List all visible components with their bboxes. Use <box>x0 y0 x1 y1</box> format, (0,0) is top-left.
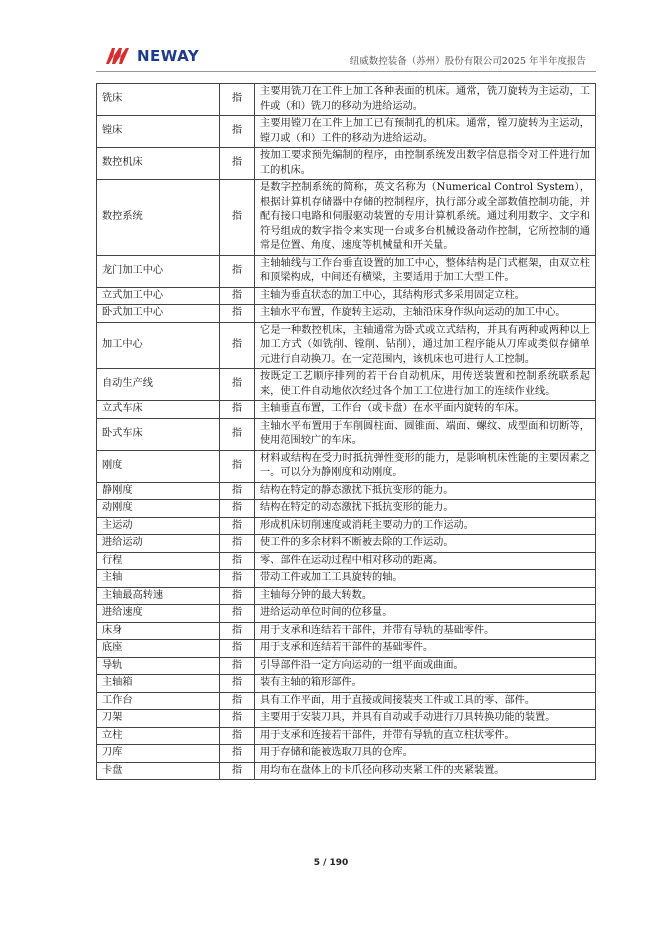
ref-cell: 指 <box>220 255 255 287</box>
table-row <box>97 675 596 693</box>
header-divider <box>96 71 596 72</box>
ref-cell: 指 <box>220 84 255 116</box>
term-cell: 进给速度 <box>97 605 220 623</box>
definition-cell: 主轴水平布置用于车削圆柱面、圆锥面、端面、螺纹、成型面和切断等，使用范围较广的车床。 <box>255 418 596 450</box>
term-cell: 卧式加工中心 <box>97 305 220 323</box>
table-row <box>97 605 596 623</box>
term-cell: 静刚度 <box>97 482 220 500</box>
ref-cell: 指 <box>220 587 255 605</box>
table-row <box>97 450 596 482</box>
term-cell: 卧式车床 <box>97 418 220 450</box>
table-row <box>97 727 596 745</box>
table-row <box>97 535 596 553</box>
table-row <box>97 517 596 535</box>
definition-cell: 用于存储和能被选取刀具的仓库。 <box>255 745 596 763</box>
ref-cell: 指 <box>220 657 255 675</box>
ref-cell: 指 <box>220 517 255 535</box>
term-cell: 动刚度 <box>97 500 220 518</box>
definition-cell: 装有主轴的箱形部件。 <box>255 675 596 693</box>
definition-cell: 主要用于安装刀具，并具有自动或手动进行刀具转换功能的装置。 <box>255 710 596 728</box>
ref-cell: 指 <box>220 482 255 500</box>
term-cell: 行程 <box>97 552 220 570</box>
glossary-body <box>97 84 596 780</box>
definition-cell: 它是一种数控机床，主轴通常为卧式或立式结构，并具有两种或两种以上加工方式（如铣削、镗削、钻削），通过加工程序能从刀库或类似存储单元进行自动换刀。在一定范围内，该机床也可进行人工控制。 <box>255 322 596 369</box>
term-cell: 刀架 <box>97 710 220 728</box>
definition-cell: 形成机床切削速度或消耗主要动力的工作运动。 <box>255 517 596 535</box>
ref-cell: 指 <box>220 450 255 482</box>
table-row <box>97 500 596 518</box>
ref-cell: 指 <box>220 727 255 745</box>
ref-cell: 指 <box>220 305 255 323</box>
term-cell: 工作台 <box>97 692 220 710</box>
term-cell: 刀库 <box>97 745 220 763</box>
table-row <box>97 84 596 116</box>
table-row <box>97 692 596 710</box>
term-cell: 主轴 <box>97 570 220 588</box>
table-row <box>97 587 596 605</box>
definition-cell: 具有工作平面，用于直接或间接装夹工件或工具的零、部件。 <box>255 692 596 710</box>
ref-cell: 指 <box>220 745 255 763</box>
ref-cell: 指 <box>220 570 255 588</box>
table-row <box>97 148 596 180</box>
table-row <box>97 745 596 763</box>
ref-cell: 指 <box>220 500 255 518</box>
definition-cell: 按加工要求预先编制的程序，由控制系统发出数字信息指令对工件进行加工的机床。 <box>255 148 596 180</box>
ref-cell: 指 <box>220 622 255 640</box>
ref-cell: 指 <box>220 675 255 693</box>
term-cell: 主轴箱 <box>97 675 220 693</box>
definition-cell: 主要用镗刀在工件上加工已有预制孔的机床。通常，镗刀旋转为主运动，镗刀或（和）工件的移动为进给运动。 <box>255 116 596 148</box>
table-row <box>97 305 596 323</box>
table-row <box>97 322 596 369</box>
term-cell: 铣床 <box>97 84 220 116</box>
page-header <box>96 44 588 70</box>
ref-cell: 指 <box>220 710 255 728</box>
logo-text: NEWAY <box>137 47 200 65</box>
company-logo <box>104 46 199 66</box>
definition-cell: 使工件的多余材料不断被去除的工作运动。 <box>255 535 596 553</box>
table-row <box>97 401 596 419</box>
ref-cell: 指 <box>220 180 255 256</box>
table-row <box>97 762 596 780</box>
table-row <box>97 180 596 256</box>
definition-cell: 用于支承和连结若干部件，并带有导轨的基础零件。 <box>255 622 596 640</box>
table-row <box>97 287 596 305</box>
term-cell: 加工中心 <box>97 322 220 369</box>
term-cell: 卡盘 <box>97 762 220 780</box>
definition-cell: 按既定工艺顺序排列的若干台自动机床，用传送装置和控制系统联系起来，使工件自动地依次经过各个加工工位进行加工的连续作业线。 <box>255 369 596 401</box>
definition-cell: 结构在特定的静态激扰下抵抗变形的能力。 <box>255 482 596 500</box>
definition-cell: 主轴水平布置，作旋转主运动，主轴沿床身作纵向运动的加工中心。 <box>255 305 596 323</box>
ref-cell: 指 <box>220 640 255 658</box>
ref-cell: 指 <box>220 692 255 710</box>
definition-cell: 引导部件沿一定方向运动的一组平面或曲面。 <box>255 657 596 675</box>
neway-logo-mark-icon <box>104 46 134 66</box>
table-row <box>97 570 596 588</box>
definition-cell: 主轴每分钟的最大转数。 <box>255 587 596 605</box>
ref-cell: 指 <box>220 287 255 305</box>
term-cell: 底座 <box>97 640 220 658</box>
table-row <box>97 552 596 570</box>
table-row <box>97 418 596 450</box>
table-row <box>97 369 596 401</box>
page-number: 5 / 190 <box>313 858 349 868</box>
definition-cell: 零、部件在运动过程中相对移动的距离。 <box>255 552 596 570</box>
definition-cell: 用于支承和连结若干部件的基础零件。 <box>255 640 596 658</box>
glossary-table <box>96 83 596 780</box>
term-cell: 主运动 <box>97 517 220 535</box>
ref-cell: 指 <box>220 322 255 369</box>
table-row <box>97 116 596 148</box>
term-cell: 数控机床 <box>97 148 220 180</box>
table-row <box>97 622 596 640</box>
term-cell: 进给运动 <box>97 535 220 553</box>
table-row <box>97 710 596 728</box>
definition-cell: 用均布在盘体上的卡爪径向移动夹紧工件的夹紧装置。 <box>255 762 596 780</box>
ref-cell: 指 <box>220 552 255 570</box>
ref-cell: 指 <box>220 762 255 780</box>
definition-cell: 是数字控制系统的简称，英文名称为（Numerical Control System），根据计算机存储器中存储的控制程序，执行部分或全部数值控制功能，并配有接口电路和伺服驱动装置的专用计算机系统。通过利用数字、文字和符号组成的数字指令来实现一台或多台机械设备动作控制，它所控制的通常是位置、角度、速度等机械量和开关量。 <box>255 180 596 256</box>
term-cell: 自动生产线 <box>97 369 220 401</box>
table-row <box>97 640 596 658</box>
definition-cell: 结构在特定的动态激扰下抵抗变形的能力。 <box>255 500 596 518</box>
table-row <box>97 482 596 500</box>
ref-cell: 指 <box>220 369 255 401</box>
term-cell: 镗床 <box>97 116 220 148</box>
ref-cell: 指 <box>220 535 255 553</box>
definition-cell: 主轴轴线与工作台垂直设置的加工中心，整体结构是门式框架，由双立柱和顶梁构成，中间还有横梁，主要适用于加工大型工件。 <box>255 255 596 287</box>
ref-cell: 指 <box>220 116 255 148</box>
definition-cell: 材料或结构在受力时抵抗弹性变形的能力，是影响机床性能的主要因素之一。可以分为静刚度和动刚度。 <box>255 450 596 482</box>
definition-cell: 主要用铣刀在工件上加工各种表面的机床。通常，铣刀旋转为主运动，工件或（和）铣刀的移动为进给运动。 <box>255 84 596 116</box>
definition-cell: 主轴垂直布置，工作台（或卡盘）在水平面内旋转的车床。 <box>255 401 596 419</box>
term-cell: 刚度 <box>97 450 220 482</box>
report-title: 纽威数控装备（苏州）股份有限公司2025 年半年度报告 <box>349 56 586 67</box>
definition-cell: 主轴为垂直状态的加工中心，其结构形式多采用固定立柱。 <box>255 287 596 305</box>
term-cell: 立柱 <box>97 727 220 745</box>
definition-cell: 用于支承和连接若干部件，并带有导轨的直立柱状零件。 <box>255 727 596 745</box>
table-row <box>97 657 596 675</box>
ref-cell: 指 <box>220 148 255 180</box>
term-cell: 主轴最高转速 <box>97 587 220 605</box>
ref-cell: 指 <box>220 605 255 623</box>
term-cell: 立式加工中心 <box>97 287 220 305</box>
ref-cell: 指 <box>220 401 255 419</box>
term-cell: 床身 <box>97 622 220 640</box>
term-cell: 数控系统 <box>97 180 220 256</box>
definition-cell: 进给运动单位时间的位移量。 <box>255 605 596 623</box>
definition-cell: 带动工件或加工工具旋转的轴。 <box>255 570 596 588</box>
ref-cell: 指 <box>220 418 255 450</box>
table-row <box>97 255 596 287</box>
term-cell: 立式车床 <box>97 401 220 419</box>
term-cell: 龙门加工中心 <box>97 255 220 287</box>
term-cell: 导轨 <box>97 657 220 675</box>
